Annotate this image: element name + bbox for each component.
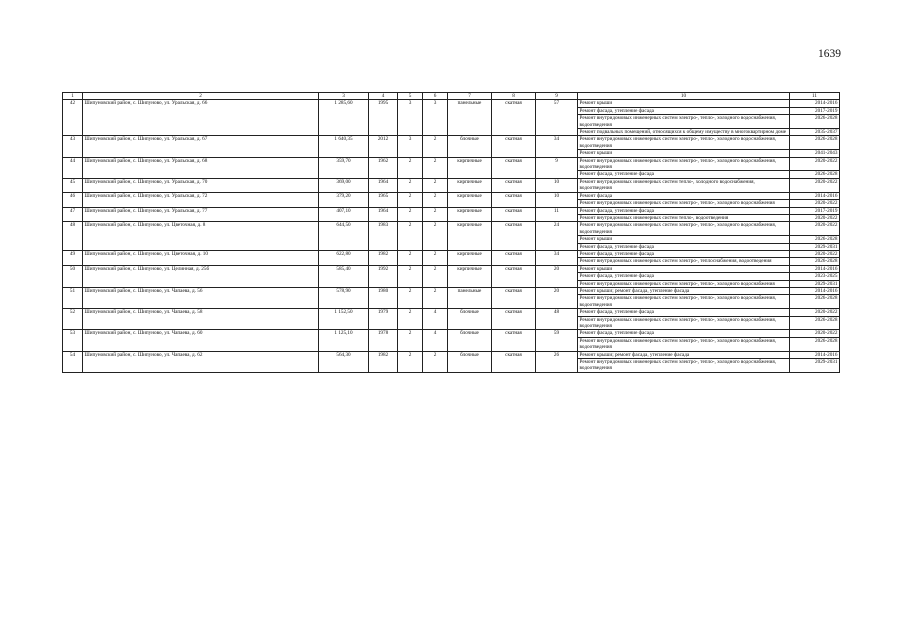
roof-cell: скатная xyxy=(492,178,536,192)
area-cell: 585,40 xyxy=(319,265,369,287)
work-type-cell: Ремонт внутридомовых инженерных систем электро-, тепло-, холодного водоснабжения, водоотведения xyxy=(578,316,790,330)
address-cell: Шипуновский район, с. Шипуново, ул. Уральская, д. 66 xyxy=(83,100,319,136)
column-header: 7 xyxy=(448,93,492,100)
address-cell: Шипуновский район, с. Шипуново, ул. Уральская, д. 77 xyxy=(83,207,319,222)
year-cell: 1980 xyxy=(369,287,398,308)
row-number: 54 xyxy=(63,351,83,372)
floors-cell: 2 xyxy=(398,330,423,351)
row-number: 45 xyxy=(63,178,83,192)
residents-cell: 11 xyxy=(536,207,578,222)
work-type-cell: Ремонт фасада, утепление фасада xyxy=(578,273,790,280)
year-cell: 1965 xyxy=(369,192,398,207)
work-type-cell: Ремонт крыши; ремонт фасада, утепление фасада xyxy=(578,351,790,358)
work-type-cell: Ремонт фасада, утепление фасада xyxy=(578,243,790,250)
roof-cell: скатная xyxy=(492,136,536,157)
area-cell: 564,30 xyxy=(319,351,369,372)
floors-cell: 2 xyxy=(398,157,423,178)
period-cell: 2026-2028 xyxy=(790,337,840,351)
work-type-cell: Ремонт внутридомовых инженерных систем электро-, тепло-, холодного водоснабжения, водоотведения xyxy=(578,157,790,171)
row-number: 51 xyxy=(63,287,83,308)
table-row xyxy=(63,192,840,199)
work-type-cell: Ремонт фасада, утепление фасада xyxy=(578,250,790,257)
residents-cell: 48 xyxy=(536,309,578,330)
roof-cell: скатная xyxy=(492,207,536,222)
period-cell: 2014-2016 xyxy=(790,192,840,199)
floors-cell: 2 xyxy=(398,192,423,207)
area-cell: 1 285,60 xyxy=(319,100,369,136)
year-cell: 1995 xyxy=(369,100,398,136)
period-cell: 2020-2022 xyxy=(790,222,840,236)
row-number: 43 xyxy=(63,136,83,157)
period-cell: 2026-2028 xyxy=(790,236,840,243)
column-header: 6 xyxy=(423,93,448,100)
walls-cell: блочные xyxy=(448,351,492,372)
address-cell: Шипуновский район, с. Шипуново, ул. Цветочная, д. 10 xyxy=(83,250,319,265)
year-cell: 1962 xyxy=(369,157,398,178)
roof-cell: скатная xyxy=(492,250,536,265)
floors-cell: 3 xyxy=(398,100,423,136)
floors-cell: 2 xyxy=(398,287,423,308)
address-cell: Шипуновский район, с. Шипуново, ул. Чапаева, д. 60 xyxy=(83,330,319,351)
period-cell: 2026-2028 xyxy=(790,115,840,129)
walls-cell: кирпичные xyxy=(448,178,492,192)
entrances-cell: 2 xyxy=(423,157,448,178)
walls-cell: блочные xyxy=(448,136,492,157)
area-cell: 644,50 xyxy=(319,222,369,251)
year-cell: 1992 xyxy=(369,265,398,287)
roof-cell: скатная xyxy=(492,330,536,351)
roof-cell: скатная xyxy=(492,222,536,251)
work-type-cell: Ремонт внутридомовых инженерных систем электро-, тепло-, холодного водоснабжения, водоотведения xyxy=(578,222,790,236)
walls-cell: блочные xyxy=(448,330,492,351)
area-cell: 1 640,35 xyxy=(319,136,369,157)
period-cell: 2029-2031 xyxy=(790,359,840,373)
work-type-cell: Ремонт внутридомовых инженерных систем тепло-, холодного водоснабжения, водоотведения xyxy=(578,178,790,192)
table-row xyxy=(63,207,840,214)
year-cell: 1964 xyxy=(369,178,398,192)
year-cell: 1979 xyxy=(369,309,398,330)
walls-cell: панельные xyxy=(448,287,492,308)
entrances-cell: 2 xyxy=(423,351,448,372)
period-cell: 2026-2028 xyxy=(790,136,840,150)
period-cell: 2014-2016 xyxy=(790,351,840,358)
row-number: 50 xyxy=(63,265,83,287)
table-row xyxy=(63,178,840,192)
walls-cell: панельные xyxy=(448,100,492,136)
period-cell: 2020-2022 xyxy=(790,157,840,171)
address-cell: Шипуновский район, с. Шипуново, ул. Чапаева, д. 56 xyxy=(83,287,319,308)
period-cell: 2014-2016 xyxy=(790,100,840,107)
residents-cell: 34 xyxy=(536,136,578,157)
residents-cell: 20 xyxy=(536,287,578,308)
entrances-cell: 2 xyxy=(423,192,448,207)
entrances-cell: 2 xyxy=(423,265,448,287)
period-cell: 2014-2016 xyxy=(790,287,840,294)
table-row xyxy=(63,136,840,150)
residents-cell: 57 xyxy=(536,100,578,136)
table-body xyxy=(63,100,840,372)
walls-cell: кирпичные xyxy=(448,157,492,178)
entrances-cell: 2 xyxy=(423,222,448,251)
roof-cell: скатная xyxy=(492,100,536,136)
work-type-cell: Ремонт крыши xyxy=(578,100,790,107)
entrances-cell: 2 xyxy=(423,207,448,222)
column-number-row xyxy=(63,93,840,100)
work-type-cell: Ремонт внутридомовых инженерных систем электро-, тепло-, холодного водоснабжения, водоотведения xyxy=(578,295,790,309)
work-type-cell: Ремонт крыши xyxy=(578,236,790,243)
work-type-cell: Ремонт фасада, утепление фасада xyxy=(578,107,790,114)
address-cell: Шипуновский район, с. Шипуново, ул. Цветочная, д. 8 xyxy=(83,222,319,251)
work-type-cell: Ремонт фасада, утепление фасада xyxy=(578,330,790,337)
area-cell: 369,00 xyxy=(319,178,369,192)
column-header: 2 xyxy=(83,93,319,100)
floors-cell: 2 xyxy=(398,309,423,330)
column-header: 8 xyxy=(492,93,536,100)
period-cell: 2017-2019 xyxy=(790,207,840,214)
work-type-cell: Ремонт внутридомовых инженерных систем электро-, тепло-, холодного водоснабжения, водоотведения xyxy=(578,337,790,351)
work-type-cell: Ремонт крыши; ремонт фасада, утепление фасада xyxy=(578,287,790,294)
entrances-cell: 2 xyxy=(423,287,448,308)
walls-cell: блочные xyxy=(448,309,492,330)
area-cell: 379,20 xyxy=(319,192,369,207)
column-header: 5 xyxy=(398,93,423,100)
roof-cell: скатная xyxy=(492,192,536,207)
period-cell: 2020-2022 xyxy=(790,200,840,207)
entrances-cell: 2 xyxy=(423,178,448,192)
work-type-cell: Ремонт внутридомовых инженерных систем тепло-, водоотведения xyxy=(578,214,790,221)
address-cell: Шипуновский район, с. Шипуново, ул. Уральская, д. 72 xyxy=(83,192,319,207)
address-cell: Шипуновский район, с. Шипуново, ул. Уральская, д. 70 xyxy=(83,178,319,192)
roof-cell: скатная xyxy=(492,287,536,308)
walls-cell: кирпичные xyxy=(448,265,492,287)
work-type-cell: Ремонт фасада, утепление фасада xyxy=(578,309,790,316)
address-cell: Шипуновский район, с. Шипуново, ул. Уральская, д. 68 xyxy=(83,157,319,178)
table-row xyxy=(63,222,840,236)
period-cell: 2020-2022 xyxy=(790,250,840,257)
area-cell: 1 125,10 xyxy=(319,330,369,351)
row-number: 52 xyxy=(63,309,83,330)
year-cell: 1982 xyxy=(369,351,398,372)
year-cell: 2012 xyxy=(369,136,398,157)
floors-cell: 2 xyxy=(398,207,423,222)
floors-cell: 2 xyxy=(398,222,423,251)
residents-cell: 34 xyxy=(536,250,578,265)
address-cell: Шипуновский район, с. Шипуново, ул. Чапаева, д. 58 xyxy=(83,309,319,330)
work-type-cell: Ремонт внутридомовых инженерных систем электро-, тепло-, холодного водоснабжения, водоотведения xyxy=(578,136,790,150)
floors-cell: 2 xyxy=(398,265,423,287)
area-cell: 359,70 xyxy=(319,157,369,178)
work-type-cell: Ремонт внутридомовых инженерных систем электро-, теплоснабжения, водоотведения xyxy=(578,258,790,265)
column-header: 10 xyxy=(578,93,790,100)
period-cell: 2029-2031 xyxy=(790,280,840,287)
roof-cell: скатная xyxy=(492,309,536,330)
row-number: 42 xyxy=(63,100,83,136)
column-header: 9 xyxy=(536,93,578,100)
period-cell: 2020-2022 xyxy=(790,214,840,221)
row-number: 48 xyxy=(63,222,83,251)
work-type-cell: Ремонт фасада, утепление фасада xyxy=(578,207,790,214)
residents-cell: 59 xyxy=(536,330,578,351)
work-type-cell: Ремонт внутридомовых инженерных систем электро-, тепло-, холодного водоснабжения xyxy=(578,200,790,207)
roof-cell: скатная xyxy=(492,265,536,287)
table-row xyxy=(63,287,840,294)
page-number: 1639 xyxy=(818,48,841,60)
period-cell: 2026-2028 xyxy=(790,316,840,330)
period-cell: 2023-2025 xyxy=(790,273,840,280)
period-cell: 2026-2028 xyxy=(790,295,840,309)
walls-cell: кирпичные xyxy=(448,250,492,265)
entrances-cell: 4 xyxy=(423,309,448,330)
work-type-cell: Ремонт подвальных помещений, относящихся к общему имуществу в многоквартирном доме xyxy=(578,129,790,136)
table-row xyxy=(63,157,840,171)
column-header: 1 xyxy=(63,93,83,100)
year-cell: 1983 xyxy=(369,222,398,251)
column-header: 11 xyxy=(790,93,840,100)
area-cell: 1 152,50 xyxy=(319,309,369,330)
work-type-cell: Ремонт фасада xyxy=(578,192,790,199)
entrances-cell: 2 xyxy=(423,136,448,157)
work-type-cell: Ремонт фасада, утепление фасада xyxy=(578,171,790,178)
row-number: 53 xyxy=(63,330,83,351)
period-cell: 2017-2019 xyxy=(790,107,840,114)
floors-cell: 2 xyxy=(398,178,423,192)
period-cell: 2029-2031 xyxy=(790,243,840,250)
residents-cell: 20 xyxy=(536,265,578,287)
table-row xyxy=(63,250,840,257)
work-type-cell: Ремонт внутридомовых инженерных систем электро-, тепло-, холодного водоснабжения xyxy=(578,280,790,287)
floors-cell: 3 xyxy=(398,136,423,157)
period-cell: 2035-2037 xyxy=(790,129,840,136)
walls-cell: кирпичные xyxy=(448,207,492,222)
floors-cell: 2 xyxy=(398,250,423,265)
roof-cell: скатная xyxy=(492,351,536,372)
residents-cell: 24 xyxy=(536,222,578,251)
column-header: 4 xyxy=(369,93,398,100)
table-row xyxy=(63,309,840,316)
roof-cell: скатная xyxy=(492,157,536,178)
table-row xyxy=(63,265,840,272)
area-cell: 578,90 xyxy=(319,287,369,308)
table-row xyxy=(63,330,840,337)
period-cell: 2014-2016 xyxy=(790,265,840,272)
housing-repair-table xyxy=(62,92,840,373)
area-cell: 407,10 xyxy=(319,207,369,222)
table-row xyxy=(63,351,840,358)
year-cell: 1964 xyxy=(369,207,398,222)
residents-cell: 10 xyxy=(536,178,578,192)
period-cell: 2020-2022 xyxy=(790,309,840,316)
row-number: 47 xyxy=(63,207,83,222)
work-type-cell: Ремонт внутридомовых инженерных систем электро-, тепло-, холодного водоснабжения, водоотведения xyxy=(578,115,790,129)
row-number: 46 xyxy=(63,192,83,207)
address-cell: Шипуновский район, с. Шипуново, ул. Чапаева, д. 62 xyxy=(83,351,319,372)
year-cell: 1982 xyxy=(369,250,398,265)
entrances-cell: 2 xyxy=(423,250,448,265)
residents-cell: 26 xyxy=(536,351,578,372)
address-cell: Шипуновский район, с. Шипуново, ул. Целинная, д. 25б xyxy=(83,265,319,287)
work-type-cell: Ремонт крыши xyxy=(578,265,790,272)
row-number: 49 xyxy=(63,250,83,265)
address-cell: Шипуновский район, с. Шипуново, ул. Уральская, д. 67 xyxy=(83,136,319,157)
residents-cell: 9 xyxy=(536,157,578,178)
table-row xyxy=(63,100,840,107)
work-type-cell: Ремонт крыши xyxy=(578,150,790,157)
period-cell: 2026-2028 xyxy=(790,171,840,178)
walls-cell: кирпичные xyxy=(448,222,492,251)
year-cell: 1978 xyxy=(369,330,398,351)
period-cell: 2020-2022 xyxy=(790,330,840,337)
entrances-cell: 3 xyxy=(423,100,448,136)
row-number: 44 xyxy=(63,157,83,178)
period-cell: 2020-2022 xyxy=(790,178,840,192)
floors-cell: 2 xyxy=(398,351,423,372)
column-header: 3 xyxy=(319,93,369,100)
entrances-cell: 4 xyxy=(423,330,448,351)
walls-cell: кирпичные xyxy=(448,192,492,207)
period-cell: 2041-2043 xyxy=(790,150,840,157)
work-type-cell: Ремонт внутридомовых инженерных систем электро-, тепло-, холодного водоснабжения, водоотведения xyxy=(578,359,790,373)
residents-cell: 10 xyxy=(536,192,578,207)
period-cell: 2026-2028 xyxy=(790,258,840,265)
area-cell: 622,80 xyxy=(319,250,369,265)
